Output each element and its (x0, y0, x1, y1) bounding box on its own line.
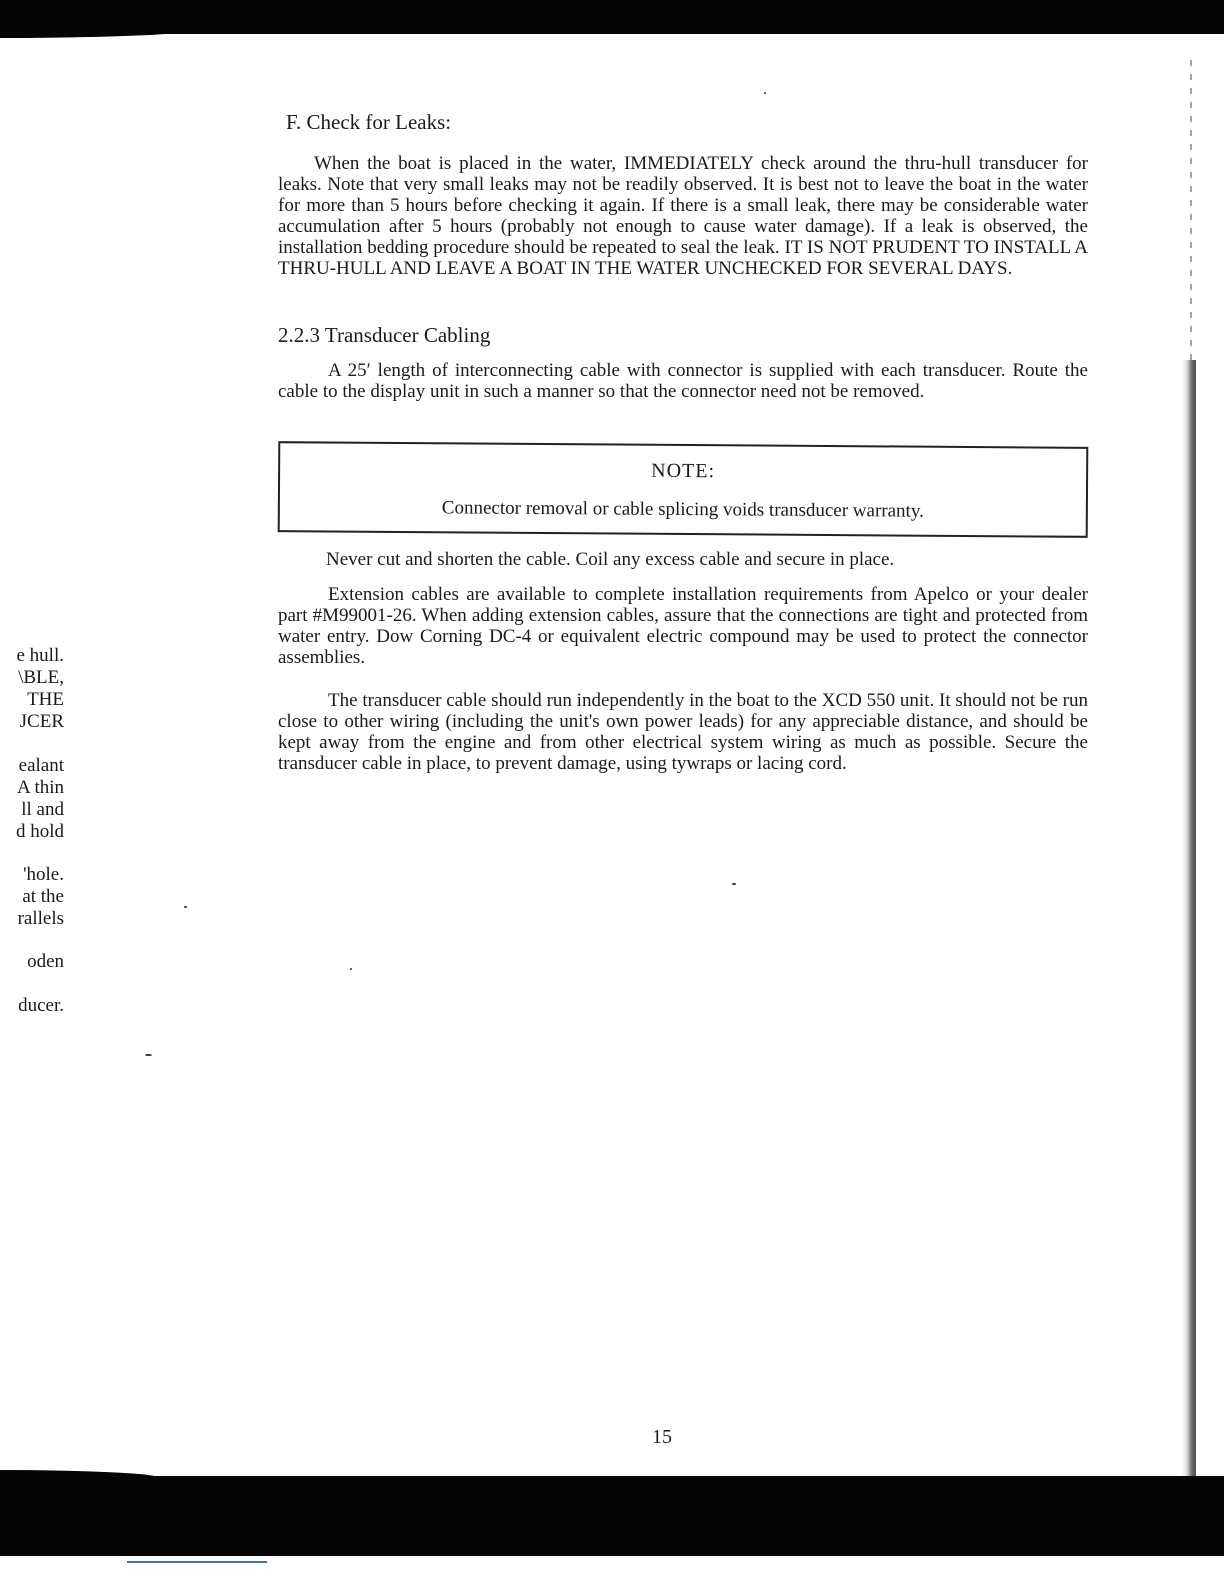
section-223-paragraph: A 25′ length of interconnecting cable with connector is supplied with each transducer. Route the cable to the display unit in such a manner so that the connector need not be removed. (278, 360, 1088, 403)
scan-border-top (0, 0, 1224, 34)
section-f-paragraph: When the boat is placed in the water, IMMEDIATELY check around the thru-hull transducer for leaks. Note that very small leaks may not be readily observed. It is best not to leave the boat in the water for more than 5 hours before checking it again. If there is a small leak, there may be considerable water accumulation after 5 hours (probably not enough to cause water damage). If a leak is observed, the installation bedding procedure should be repeated to seal the leak. IT IS NOT PRUDENT TO INSTALL A THRU-HULL AND LEAVE A BOAT IN THE WATER UNCHECKED FOR SEVERAL DAYS. (278, 153, 1088, 280)
scan-blue-line (127, 1561, 267, 1563)
note-title: NOTE: (651, 460, 716, 483)
margin-fragment: d hold (15, 821, 64, 842)
page-number: 15 (652, 1426, 672, 1448)
margin-fragment: at the (22, 886, 64, 907)
margin-fragment: \BLE, (18, 667, 64, 688)
margin-fragment-group-4 (0, 951, 64, 973)
note-text: Connector removal or cable splicing voids transducer warranty. (441, 497, 924, 523)
margin-fragment: A thin (17, 777, 64, 798)
scan-speck (145, 1054, 152, 1056)
margin-fragment-group-5 (0, 995, 64, 1017)
margin-fragment: THE (27, 689, 64, 710)
margin-fragment-group-3 (0, 864, 64, 930)
cable-paragraph-3: The transducer cable should run independently in the boat to the XCD 550 unit. It should not be run close to other wiring (including the unit's own power leads) for any appreciable distance, and should be kept away from the engine and from other electrical system wiring as much as possible. Secure the transducer cable in place, to prevent damage, using tywraps or lacing cord. (278, 690, 1088, 775)
scan-border-top-lip (0, 30, 190, 38)
margin-fragment: ducer. (18, 995, 64, 1016)
margin-fragment: e hull. (16, 645, 64, 666)
margin-fragment: JCER (19, 711, 64, 732)
scan-border-bottom (0, 1476, 1224, 1556)
margin-fragment: oden (27, 951, 64, 972)
cable-paragraph-1: Never cut and shorten the cable. Coil any excess cable and secure in place. (326, 549, 895, 571)
margin-fragment-group-1 (0, 645, 64, 733)
section-f-heading: F. Check for Leaks: (286, 110, 452, 134)
margin-fragment-group-2 (0, 755, 64, 843)
section-223-heading: 2.2.3 Transducer Cabling (278, 323, 491, 348)
cable-paragraph-2: Extension cables are available to complete installation requirements from Apelco or your dealer part #M99001-26. When adding extension cables, assure that the connections are tight and protected from water entry. Dow Corning DC-4 or equivalent electric compound may be used to protect the connector assemblies. (278, 584, 1088, 669)
margin-fragment: ll and (21, 799, 64, 820)
scan-speck (350, 968, 352, 970)
scan-border-right (1182, 360, 1196, 1510)
scan-speck (732, 883, 736, 885)
scan-speck (184, 906, 187, 908)
note-box (278, 442, 1089, 539)
scan-speck (764, 92, 766, 94)
margin-fragment: rallels (17, 908, 64, 929)
scan-edge-marks (1190, 60, 1192, 360)
margin-fragment: ealant (18, 755, 64, 776)
page-content (278, 110, 1088, 774)
margin-fragment: 'hole. (23, 864, 64, 885)
